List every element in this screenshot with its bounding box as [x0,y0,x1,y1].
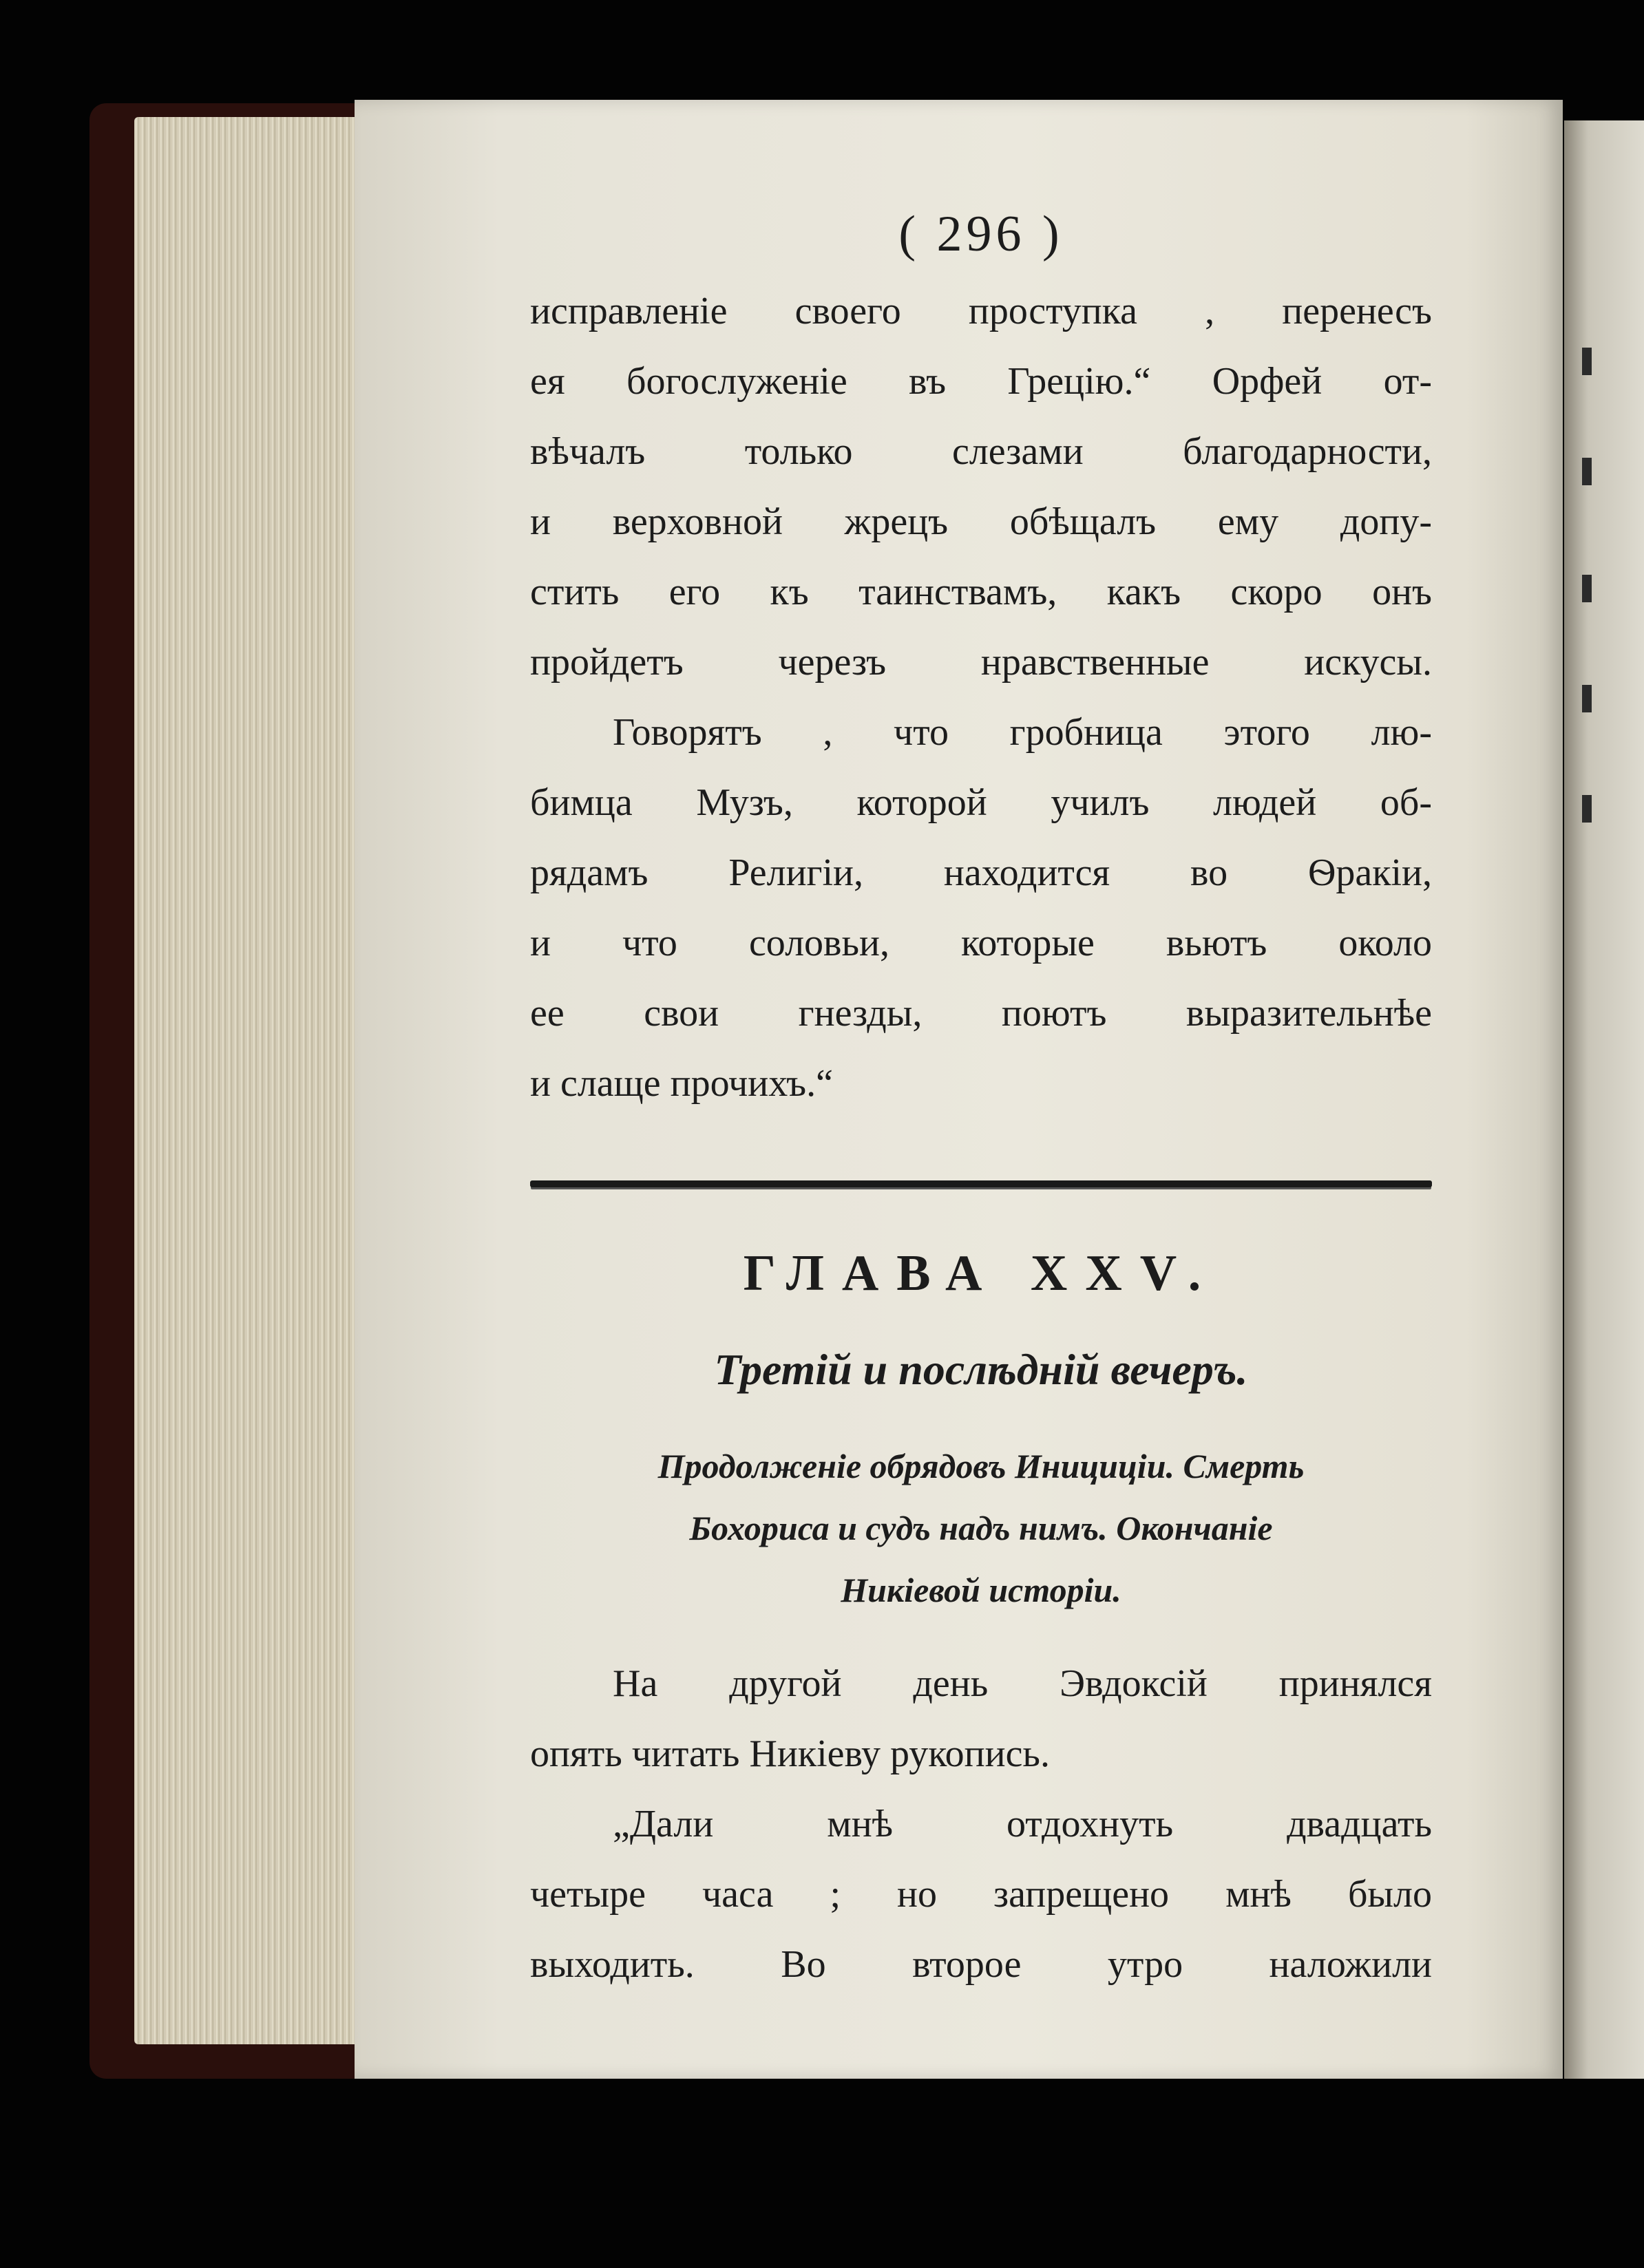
chapter-subtitle: Третій и послѣдній вечеръ. [714,1345,1248,1394]
page-edges [134,117,375,2044]
text-line: „Дали мнѣ отдохнуть двадцать [613,1803,1432,1845]
text-line: вѣчалъ только слезами благодарности, [530,430,1432,473]
text-line: ее свои гнезды, поютъ выразительнѣе [530,992,1432,1035]
text-line: и верховной жрецъ обѣщалъ ему допу- [530,500,1432,543]
summary-line: Продолженіе обрядовъ Инициціи. Смерть [657,1447,1305,1485]
adjacent-page [1564,120,1644,2079]
text-line: и что соловьи, которые вьютъ около [530,922,1432,964]
text-fragment [1582,575,1592,602]
text-line: исправленіе своего проступка , перенесъ [530,290,1432,332]
text-line: выходить. Во второе утро наложили [530,1943,1432,1986]
text-line: стить его къ таинствамъ, какъ скоро онъ [530,571,1432,613]
page-text [530,196,1432,2000]
chapter-summary [530,1435,1432,1621]
text-line: опять читать Никіеву рукопись. [530,1732,1050,1775]
chapter-heading: ГЛАВА XXV. [743,1245,1219,1302]
paragraph-3 [530,1649,1432,1789]
summary-line: Никіевой исторіи. [841,1571,1121,1609]
paragraph-2 [530,697,1432,1119]
text-line: Говорятъ , что гробница этого лю- [613,711,1432,754]
paragraph-1 [530,276,1432,697]
text-line: четыре часа ; но запрещено мнѣ было [530,1873,1432,1916]
text-line: На другой день Эвдоксій принялся [613,1662,1432,1705]
text-fragment [1582,348,1592,375]
text-fragment [1582,795,1592,823]
text-fragment [1582,458,1592,485]
chapter-divider-rule [530,1180,1432,1187]
text-fragment [1582,685,1592,712]
text-line: рядамъ Религіи, находится во Ѳракіи, [530,851,1432,894]
summary-line: Бохориса и судъ надъ нимъ. Окончаніе [689,1509,1273,1547]
text-line: бимца Музъ, которой училъ людей об- [530,781,1432,824]
text-line: пройдетъ черезъ нравственные искусы. [530,641,1432,683]
text-line: ея богослуженіе въ Грецію.“ Орфей от- [530,360,1432,403]
text-line: и слаще прочихъ.“ [530,1062,833,1105]
page-number: ( 296 ) [898,206,1064,262]
paragraph-4 [530,1789,1432,2000]
